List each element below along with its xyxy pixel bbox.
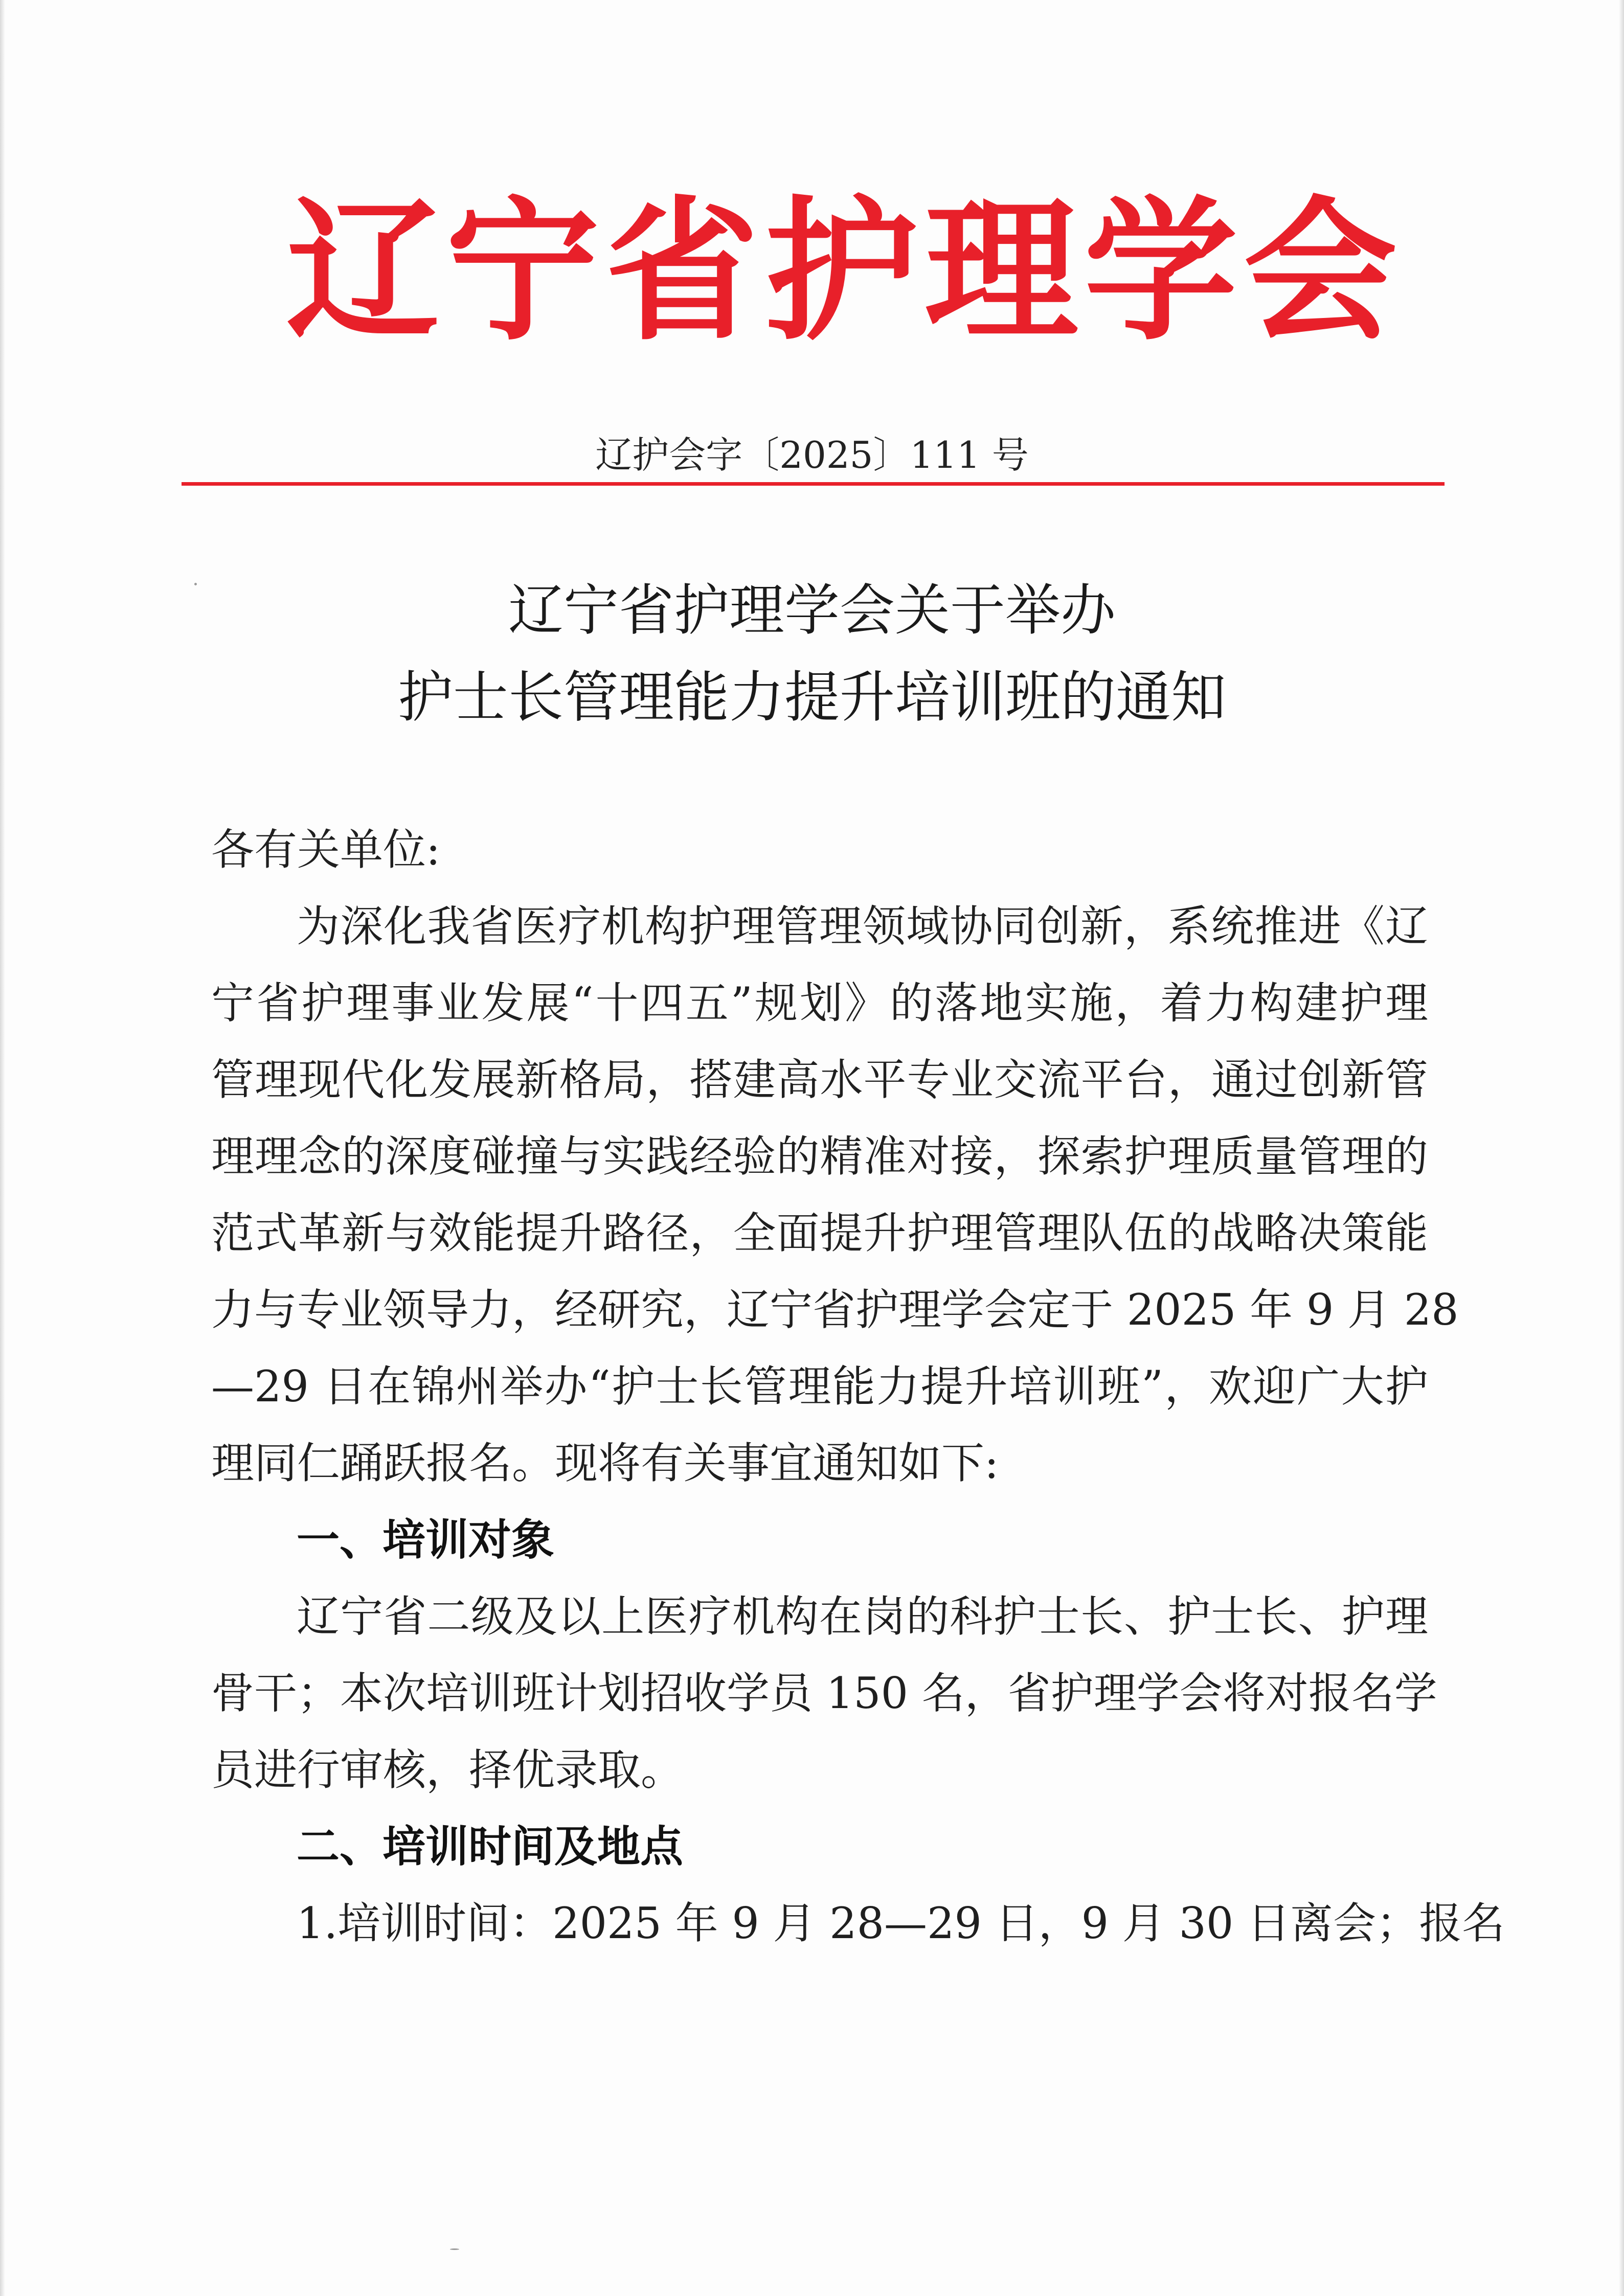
scan-edge-left <box>0 0 5 2296</box>
intro-line: 理同仁踊跃报名。现将有关事宜通知如下: <box>211 1438 999 1488</box>
scan-edge-right <box>1619 0 1624 2296</box>
document-title-line-1: 辽宁省护理学会关于举办 <box>508 579 1116 643</box>
section-1-line: 员进行审核，择优录取。 <box>211 1745 684 1795</box>
letterhead-red-rule <box>182 482 1445 486</box>
intro-line: 理理念的深度碰撞与实践经验的精准对接，探索护理质量管理的 <box>211 1131 1428 1181</box>
scan-speck <box>194 583 197 585</box>
section-2-line: 1.培训时间：2025 年 9 月 28—29 日，9 月 30 日离会；报名 <box>297 1898 1505 1948</box>
letterhead-org-name: 辽宁省护理学会 <box>286 180 1403 361</box>
intro-line: 为深化我省医疗机构护理管理领域协同创新，系统推进《辽 <box>297 901 1428 951</box>
intro-line: 管理现代化发展新格局，搭建高水平专业交流平台，通过创新管 <box>211 1055 1428 1105</box>
document-title-line-2: 护士长管理能力提升培训班的通知 <box>397 666 1226 730</box>
document-number: 辽护会字〔2025〕111 号 <box>595 434 1029 476</box>
scan-speck <box>450 2248 459 2250</box>
section-1-line: 骨干；本次培训班计划招收学员 150 名，省护理学会将对报名学 <box>211 1668 1437 1718</box>
intro-line: —29 日在锦州举办“护士长管理能力提升培训班”，欢迎广大护 <box>211 1361 1428 1412</box>
section-2-heading: 二、培训时间及地点 <box>297 1822 684 1872</box>
intro-line: 宁省护理事业发展“十四五”规划》的落地实施，着力构建护理 <box>211 978 1428 1028</box>
section-1-heading: 一、培训对象 <box>297 1515 555 1565</box>
intro-line: 范式革新与效能提升路径，全面提升护理管理队伍的战略决策能 <box>211 1208 1428 1258</box>
section-1-line: 辽宁省二级及以上医疗机构在岗的科护士长、护士长、护理 <box>297 1592 1428 1642</box>
salutation: 各有关单位: <box>211 825 441 875</box>
intro-line: 力与专业领导力，经研究，辽宁省护理学会定于 2025 年 9 月 28 <box>211 1285 1459 1335</box>
